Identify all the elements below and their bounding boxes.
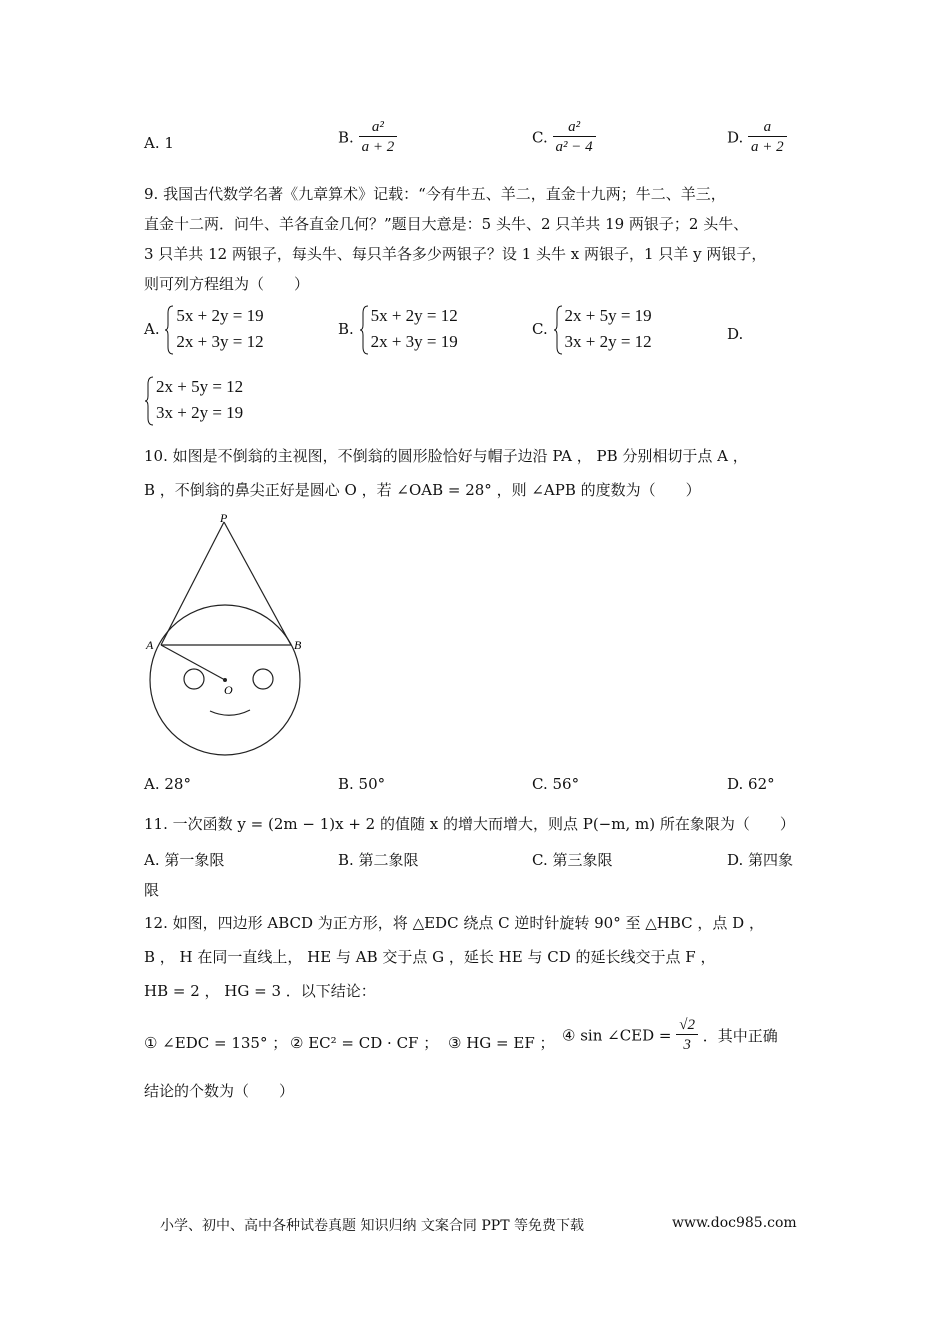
- equation-1: 5x + 2y = 19: [176, 306, 264, 325]
- footer-left: 小学、初中、高中各种试卷真题 知识归纳 文案合同 PPT 等免费下载: [160, 1218, 584, 1234]
- q8-option-c: [532, 118, 596, 157]
- brace-icon: [144, 376, 154, 426]
- equation-system: [144, 374, 243, 426]
- q8-option-b: [338, 118, 397, 157]
- q9-option-a: [144, 303, 264, 355]
- q10-option-a: A. 28°: [144, 775, 191, 793]
- q12-conclusion-3: ③ HG = EF ；: [448, 1034, 555, 1052]
- q9-option-b: [338, 303, 458, 355]
- q9-option-b-label: B.: [338, 320, 354, 338]
- label-b: B: [294, 638, 302, 652]
- conclusion-4-prefix: ④ sin ∠CED =: [562, 1026, 672, 1045]
- fraction-denominator: a + 2: [748, 136, 787, 157]
- q12-conclusion-2: ② EC² = CD · CF ；: [290, 1034, 439, 1052]
- footer-url[interactable]: www.doc985.com: [672, 1215, 797, 1231]
- brace-icon: [359, 305, 369, 355]
- fraction-numerator: a: [763, 119, 772, 135]
- q11-option-d-wrap: 限: [144, 881, 160, 899]
- q12-line-1: 12. 如图，四边形 ABCD 为正方形，将 △EDC 绕点 C 逆时针旋转 90° 至 △HBC ，点 D ，: [144, 914, 764, 932]
- q11-line-1: 11. 一次函数 y = (2m − 1)x + 2 的值随 x 的增大而增大，则点 P(−m, m) 所在象限为（ ）: [144, 815, 795, 833]
- line-pb: [224, 522, 291, 645]
- fraction-numerator: √2: [679, 1017, 696, 1033]
- q11-option-d: D. 第四象: [727, 851, 794, 869]
- fraction-numerator: a²: [568, 119, 581, 135]
- sqrt2-over-3-fraction: [676, 1016, 698, 1055]
- fraction-denominator: a² − 4: [553, 136, 596, 157]
- mouth: [210, 710, 250, 715]
- brace-icon: [164, 305, 174, 355]
- q8-option-d: [727, 118, 787, 157]
- line-ao: [161, 645, 225, 680]
- equation-2: 3x + 2y = 12: [564, 332, 652, 351]
- label-o: O: [224, 683, 233, 697]
- equation-1: 2x + 5y = 19: [564, 306, 652, 325]
- equation-1: 5x + 2y = 12: [370, 306, 458, 325]
- q9-line-1: 9. 我国古代数学名著《九章算术》记载：“今有牛五、羊二，直金十九两；牛二、羊三，: [144, 185, 726, 203]
- tumbler-figure: [140, 508, 320, 768]
- equation-system: [553, 303, 652, 355]
- q10-line-1: 10. 如图是不倒翁的主视图，不倒翁的圆形脸恰好与帽子边沿 PA ， PB 分别相切于点 A ，: [144, 447, 748, 465]
- equation-1: 2x + 5y = 12: [156, 377, 244, 396]
- nose-point: [223, 678, 227, 682]
- q8-option-c-fraction: [553, 118, 596, 157]
- fraction-numerator: a²: [371, 119, 384, 135]
- q9-option-c: [532, 303, 652, 355]
- q8-option-c-label: C.: [532, 128, 548, 147]
- line-pa: [161, 522, 224, 645]
- q8-option-a: A. 1: [144, 134, 174, 152]
- q12-conclusion-4: [562, 1016, 778, 1055]
- q8-option-b-fraction: [359, 118, 398, 157]
- q12-line-5: 结论的个数为（ ）: [144, 1082, 295, 1100]
- q8-option-d-label: D.: [727, 128, 744, 147]
- label-a: A: [146, 638, 154, 652]
- q9-option-d-label: D.: [727, 325, 744, 343]
- q12-conclusion-1: ① ∠EDC = 135° ；: [144, 1034, 288, 1052]
- q11-option-a: A. 第一象限: [144, 851, 225, 869]
- q10-option-c: C. 56°: [532, 775, 580, 793]
- fraction-denominator: a + 2: [359, 136, 398, 157]
- q12-line-3: HB = 2 ， HG = 3 ．以下结论：: [144, 982, 376, 1000]
- equation-system: [164, 303, 263, 355]
- q9-line-4: 则可列方程组为（ ）: [144, 275, 310, 293]
- q8-option-d-fraction: [748, 118, 787, 157]
- brace-icon: [553, 305, 563, 355]
- left-eye: [184, 669, 204, 689]
- q9-option-a-label: A.: [144, 320, 160, 338]
- right-eye: [253, 669, 273, 689]
- q11-option-b: B. 第二象限: [338, 851, 419, 869]
- equation-system: [359, 303, 458, 355]
- fraction-denominator: 3: [676, 1034, 698, 1055]
- equation-2: 3x + 2y = 19: [156, 403, 244, 422]
- q9-option-d: [144, 374, 243, 426]
- q9-line-3: 3 只羊共 12 两银子，每头牛、每只羊各多少两银子？设 1 头牛 x 两银子，1 只羊 y 两银子，: [144, 245, 767, 263]
- q9-option-c-label: C.: [532, 320, 548, 338]
- q10-option-d: D. 62°: [727, 775, 775, 793]
- equation-2: 2x + 3y = 19: [370, 332, 458, 351]
- q12-line-2: B ， H 在同一直线上， HE 与 AB 交于点 G ，延长 HE 与 CD 的延长线交于点 F ，: [144, 948, 716, 966]
- equation-2: 2x + 3y = 12: [176, 332, 264, 351]
- q8-option-b-label: B.: [338, 128, 354, 147]
- q9-line-2: 直金十二两．问牛、羊各直金几何？”题目大意是：5 头牛、2 只羊共 19 两银子；2 头牛、: [144, 215, 749, 233]
- label-p: P: [220, 511, 228, 525]
- q11-option-c: C. 第三象限: [532, 851, 613, 869]
- q10-option-b: B. 50°: [338, 775, 386, 793]
- q10-line-2: B ，不倒翁的鼻尖正好是圆心 O ，若 ∠OAB = 28° ，则 ∠APB 的度数为（ ）: [144, 481, 701, 499]
- conclusion-4-suffix: ．其中正确: [702, 1027, 778, 1045]
